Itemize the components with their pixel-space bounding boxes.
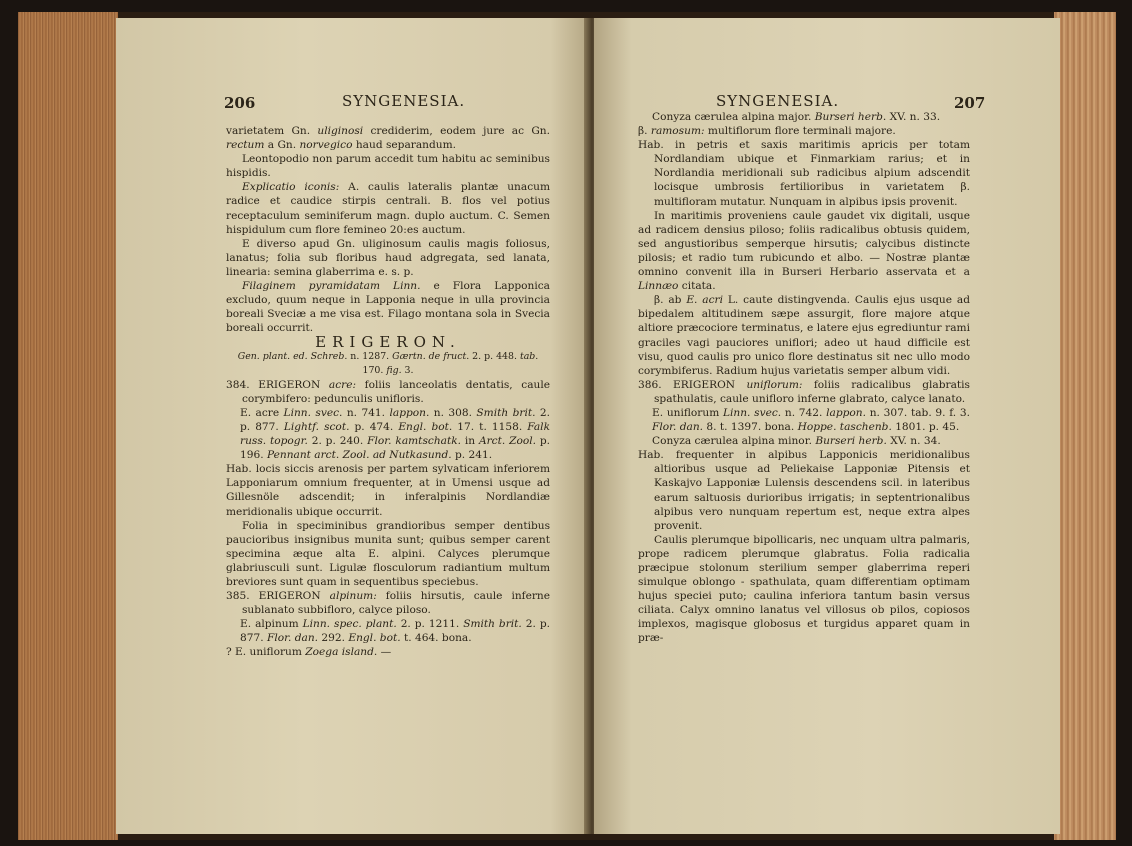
right-paragraph: Hab. frequenter in alpibus Lapponicis meridionalibus altioribus usque ad Peliekaise Lapponiæ Pitensis et Kaskajvo Lapponiæ Lulensis descendens scil. in lateribus earum saltuosis durioribus irrigatis; in septentrionalibus alpibus vero nunquam repertum est, neque extra alpes provenit. bbox=[638, 449, 970, 532]
left-paragraph: Filaginem pyramidatam Linn. e Flora Lapponica excludo, quum neque in Lapponia neque in ulla provincia boreali Sveciæ a me visa est. Filago montana sola in Svecia boreali occurrit. bbox=[226, 280, 550, 335]
right-page bbox=[594, 18, 1060, 834]
left-page bbox=[116, 18, 588, 834]
left-page-text bbox=[226, 124, 550, 660]
right-page-header: SYNGENESIA. bbox=[716, 92, 840, 110]
left-paragraph: E. acre Linn. svec. n. 741. lappon. n. 308. Smith brit. 2. p. 877. Lightf. scot. p. 474. Engl. bot. 17. t. 1158. Falk russ. topogr. 2. p. 240. Flor. kamtschatk. in Arct. Zool. p. 196. Pennant arct. Zool. ad Nutkasund. p. 241. bbox=[240, 406, 551, 462]
left-paragraph: E. alpinum Linn. spec. plant. 2. p. 1211. Smith brit. 2. p. 877. Flor. dan. 292. Engl. bot. t. 464. bona. bbox=[240, 618, 550, 645]
right-page-number: 207 bbox=[954, 94, 986, 112]
right-paragraph: Conyza cærulea alpina minor. Burseri herb. XV. n. 34. bbox=[652, 435, 941, 448]
left-page-header: SYNGENESIA. bbox=[342, 92, 466, 110]
left-paragraph: 384. ERIGERON acre: foliis lanceolatis dentatis, caule corymbifero: pedunculis unifloris. bbox=[226, 378, 551, 405]
right-paragraph: 386. ERIGERON uniflorum: foliis radicalibus glabratis spathulatis, caule unifloro inferne glabrato, calyce lanato. bbox=[638, 378, 970, 405]
left-page-number: 206 bbox=[224, 94, 256, 112]
right-paragraph: β. ramosum: multiflorum flore terminali majore. bbox=[638, 125, 896, 138]
left-paragraph: ERIGERON. bbox=[315, 333, 461, 352]
left-paragraph: Hab. locis siccis arenosis per partem sylvaticam inferiorem Lapponiarum omnium frequenter, at in Umensi usque ad Gillesnöle adscendit; in inferalpinis Nordlandiæ meridionalis ubique occurrit. bbox=[226, 463, 550, 518]
left-paragraph: 385. ERIGERON alpinum: foliis hirsutis, caule inferne sublanato subbifloro, calyce piloso. bbox=[226, 590, 551, 617]
left-paragraph: Gen. plant. ed. Schreb. n. 1287. Gærtn. de fruct. 2. p. 448. tab. 170. fig. 3. bbox=[237, 350, 539, 376]
left-paragraph: Explicatio iconis: A. caulis lateralis plantæ unacum radice et caudice stirpis centrali. B. flos vel potius receptaculum seminiferum magn. duplo auctum. C. Semen hispidulum cum flore femineo 20:es auctum. bbox=[226, 181, 550, 236]
right-page-edges bbox=[1054, 12, 1116, 840]
left-paragraph: varietatem Gn. uliginosi crediderim, eodem jure ac Gn. rectum a Gn. norvegico haud separandum. bbox=[226, 125, 550, 152]
right-paragraph: Hab. in petris et saxis maritimis apricis per totam Nordlandiam ubique et Finmarkiam rarius; et in Nordlandia meridionali sub radicibus alpium adscendit locisque umbrosis fertilioribus in varietatem β. multifloram mutatur. Nunquam in alpibus ipsis provenit. bbox=[638, 139, 970, 208]
right-page-text bbox=[638, 110, 970, 646]
left-paragraph: ? E. uniflorum Zoega island. — bbox=[226, 646, 392, 659]
right-paragraph: β. ab E. acri L. caute distingvenda. Caulis ejus usque ad bipedalem altitudinem sæpe assurgit, flore majore atque altiore præcociore terminatus, e latere ejus egrediuntur rami graciles vagi pauciores uniflori; adeo ut haud difficile est visu, quod caulis pro unico flore destinatus sit nec ullo modo corymbiferus. Radium hujus varietatis semper album vidi. bbox=[638, 294, 970, 377]
right-paragraph: Caulis plerumque bipollicaris, nec unquam ultra palmaris, prope radicem plerumque glabratus. Folia radicalia præcipue stolonum sterilium semper glaberrima reperi simulque oblongo - spathulata, quam differentiam optimam hujus speciei puto; caulina inferiora tantum basin versus ciliata. Calyx omnino lanatus vel villosus ob pilos, copiosos implexos, magisque globosus et turgidus apparet quam in præ- bbox=[638, 533, 970, 645]
left-paragraph: Leontopodio non parum accedit tum habitu ac seminibus hispidis. bbox=[226, 153, 550, 180]
open-book bbox=[18, 12, 1116, 840]
left-page-edges bbox=[18, 12, 118, 840]
left-paragraph: Folia in speciminibus grandioribus semper dentibus paucioribus insignibus munita sunt; quibus semper carent specimina æque alta E. alpini. Calyces plerumque glabriusculi sunt. Ligulæ flosculorum radiantium multum breviores sunt quam in sequentibus speciebus. bbox=[226, 519, 550, 588]
left-paragraph: E diverso apud Gn. uliginosum caulis magis foliosus, lanatus; folia sub floribus haud adgregata, sed lanata, linearia: semina glaberrima e. s. p. bbox=[226, 237, 550, 278]
right-paragraph: In maritimis proveniens caule gaudet vix digitali, usque ad radicem densius piloso; foliis radicalibus obtusis quidem, sed angustioribus semperque hirsutis; calycibus distincte pilosis; et radio tum rubicundo et albo. — Nostræ plantæ omnino convenit illa in Burseri Herbario asservata et a Linnæo citata. bbox=[638, 209, 970, 293]
right-paragraph: Conyza cærulea alpina major. Burseri herb. XV. n. 33. bbox=[652, 111, 941, 123]
right-paragraph: E. uniflorum Linn. svec. n. 742. lappon. n. 307. tab. 9. f. 3. Flor. dan. 8. t. 1397. bona. Hoppe. taschenb. 1801. p. 45. bbox=[652, 406, 971, 434]
